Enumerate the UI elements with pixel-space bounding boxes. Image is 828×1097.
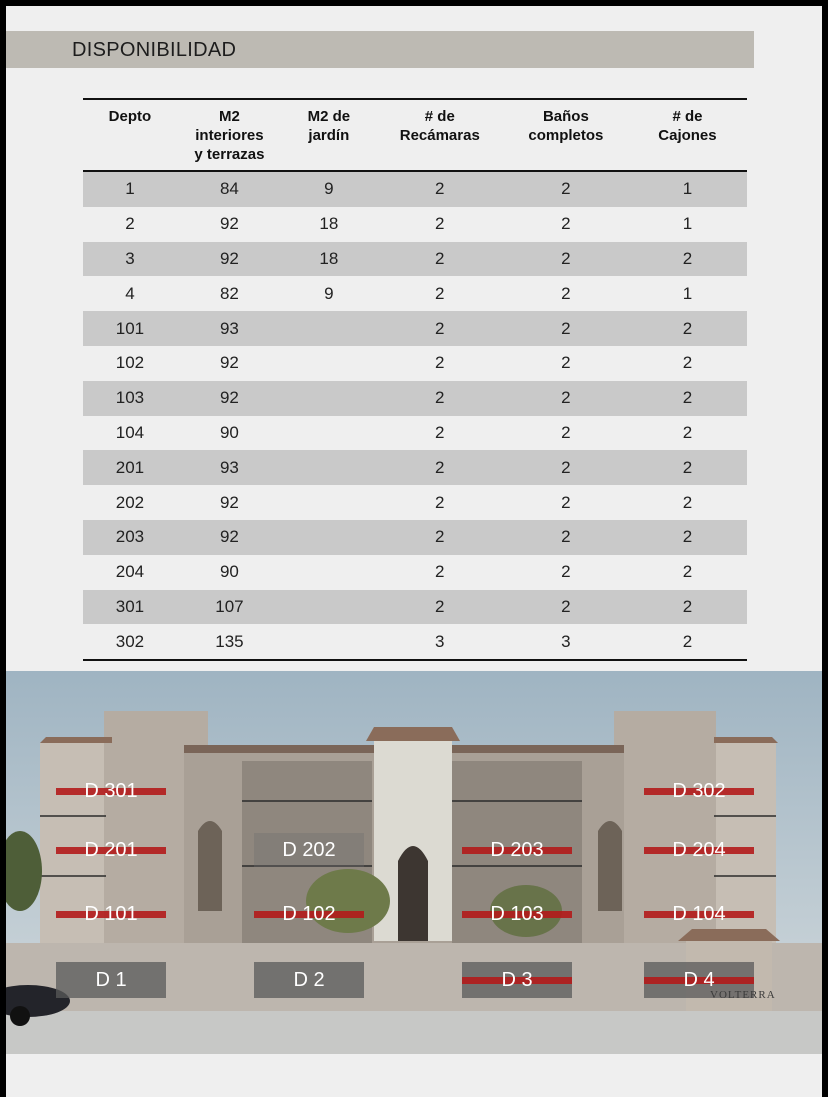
cell-m2-interiores: 107 (177, 590, 282, 625)
cell-m2-jardin: 18 (282, 242, 376, 277)
cell-banos: 2 (504, 171, 628, 207)
unit-label-d2 (254, 962, 364, 998)
unit-label-d102 (254, 897, 364, 931)
unit-label-text: D 301 (84, 779, 138, 802)
cell-m2-jardin (282, 624, 376, 660)
cell-depto: 302 (83, 624, 177, 660)
cell-cajones: 2 (682, 562, 693, 582)
unit-label-d1 (56, 962, 166, 998)
header-line: Baños (542, 108, 589, 125)
cell-m2-interiores: 93 (177, 311, 282, 346)
cell-banos: 3 (504, 624, 628, 660)
cell-m2-interiores: 92 (177, 242, 282, 277)
unit-label-d302 (644, 774, 754, 808)
cell-m2-jardin: 18 (319, 214, 339, 234)
table-row (83, 590, 747, 625)
unit-label-text: D 204 (672, 838, 726, 861)
unit-label-d201 (56, 833, 166, 867)
brochure-page (6, 6, 822, 1097)
table-body (83, 171, 747, 660)
cell-depto: 103 (83, 381, 177, 416)
unit-label-text: D 1 (95, 968, 127, 991)
unit-label-text: D 4 (683, 968, 715, 991)
availability-table (83, 98, 747, 661)
cell-banos: 2 (504, 381, 628, 416)
cell-cajones: 1 (628, 171, 747, 207)
cell-recamaras: 2 (435, 562, 445, 582)
table-row (83, 485, 747, 520)
table-row (83, 242, 747, 277)
cell-recamaras: 2 (435, 353, 445, 373)
header-line: jardín (308, 127, 350, 144)
unit-label-d202 (254, 833, 364, 867)
cell-recamaras: 2 (435, 422, 445, 442)
cell-cajones: 2 (628, 520, 747, 555)
header-recamaras (376, 99, 504, 171)
cell-cajones: 2 (628, 624, 747, 660)
cell-recamaras: 2 (376, 311, 504, 346)
unit-label-text: D 2 (293, 968, 325, 991)
header-line: Cajones (658, 127, 717, 144)
cell-m2-interiores: 92 (219, 214, 239, 234)
unit-label-text: D 102 (282, 902, 336, 925)
cell-depto: 4 (125, 283, 135, 303)
header-banos (504, 99, 628, 171)
unit-label-text: D 203 (490, 838, 544, 861)
header-line: # de (424, 108, 455, 125)
cell-recamaras: 2 (376, 242, 504, 277)
cell-depto: 3 (83, 242, 177, 277)
cell-cajones: 2 (628, 242, 747, 277)
header-cajones (628, 99, 747, 171)
unit-label-d204 (644, 833, 754, 867)
cell-cajones: 2 (628, 450, 747, 485)
table-header-row (83, 99, 747, 171)
cell-recamaras: 2 (435, 283, 445, 303)
table-row (83, 276, 747, 311)
cell-recamaras: 2 (435, 214, 445, 234)
table-row (83, 381, 747, 416)
cell-recamaras: 2 (376, 590, 504, 625)
cell-banos: 2 (504, 520, 628, 555)
header-line: M2 (219, 108, 240, 125)
unit-label-text: D 201 (84, 838, 138, 861)
header-m2-jardin (282, 99, 376, 171)
cell-m2-interiores: 90 (219, 562, 239, 582)
header-line: # de (672, 108, 703, 125)
cell-cajones: 2 (628, 381, 747, 416)
cell-m2-jardin (282, 311, 376, 346)
unit-label-d101 (56, 897, 166, 931)
table-row (83, 416, 747, 451)
unit-label-text: D 103 (490, 902, 544, 925)
cell-banos: 2 (504, 311, 628, 346)
table-row (83, 207, 747, 242)
cell-banos: 2 (561, 562, 571, 582)
cell-cajones: 2 (682, 492, 693, 512)
table-row (83, 346, 747, 381)
cell-m2-jardin (282, 346, 376, 381)
cell-m2-jardin: 9 (324, 283, 334, 303)
cell-m2-interiores: 93 (177, 450, 282, 485)
table-row (83, 311, 747, 346)
cell-cajones: 1 (682, 283, 693, 303)
cell-banos: 2 (561, 422, 571, 442)
cell-recamaras: 2 (376, 520, 504, 555)
cell-cajones: 2 (682, 422, 693, 442)
cell-cajones: 1 (682, 214, 693, 234)
unit-label-text: D 202 (282, 838, 336, 861)
cell-banos: 2 (504, 590, 628, 625)
cell-recamaras: 2 (376, 381, 504, 416)
building-rendering (6, 671, 822, 1054)
header-line: Depto (108, 108, 152, 125)
table-row (83, 624, 747, 660)
cell-m2-interiores: 84 (177, 171, 282, 207)
title-banner (6, 31, 754, 68)
cell-m2-jardin (282, 381, 376, 416)
page-title: DISPONIBILIDAD (72, 39, 237, 61)
unit-label-text: D 3 (501, 968, 533, 991)
cell-m2-interiores: 90 (219, 422, 239, 442)
unit-label-d203 (462, 833, 572, 867)
cell-depto: 101 (83, 311, 177, 346)
unit-label-d3 (462, 962, 572, 998)
cell-depto: 1 (83, 171, 177, 207)
cell-m2-jardin (282, 590, 376, 625)
cell-banos: 2 (561, 353, 571, 373)
table-row (83, 450, 747, 485)
header-line: Recámaras (399, 127, 480, 144)
unit-label-d104 (644, 897, 754, 931)
cell-m2-jardin (282, 485, 376, 520)
cell-depto: 203 (83, 520, 177, 555)
cell-depto: 2 (125, 214, 135, 234)
unit-label-text: D 104 (672, 902, 726, 925)
cell-m2-jardin (282, 555, 376, 590)
table-row (83, 555, 747, 590)
unit-label-text: D 101 (84, 902, 138, 925)
cell-depto: 201 (83, 450, 177, 485)
cell-m2-interiores: 92 (177, 520, 282, 555)
cell-cajones: 2 (682, 353, 693, 373)
cell-m2-interiores: 92 (177, 381, 282, 416)
cell-recamaras: 2 (376, 171, 504, 207)
cell-banos: 2 (561, 492, 571, 512)
cell-depto: 202 (115, 492, 145, 512)
cell-m2-jardin: 9 (282, 171, 376, 207)
volterra-sign: VOLTERRA (710, 989, 776, 1001)
cell-depto: 301 (83, 590, 177, 625)
cell-depto: 104 (115, 422, 145, 442)
cell-m2-jardin (282, 520, 376, 555)
cell-recamaras: 2 (376, 450, 504, 485)
header-line: interiores (195, 127, 264, 144)
cell-m2-jardin (282, 416, 376, 451)
cell-banos: 2 (561, 214, 571, 234)
cell-m2-interiores: 92 (219, 353, 239, 373)
header-depto (83, 99, 177, 171)
header-line: completos (528, 127, 604, 144)
unit-label-d301 (56, 774, 166, 808)
cell-cajones: 2 (628, 311, 747, 346)
cell-m2-interiores: 82 (219, 283, 239, 303)
table-row (83, 171, 747, 207)
unit-label-d103 (462, 897, 572, 931)
cell-m2-interiores: 92 (219, 492, 239, 512)
unit-label-text: D 302 (672, 779, 726, 802)
cell-cajones: 2 (628, 590, 747, 625)
cell-banos: 2 (561, 283, 571, 303)
cell-recamaras: 2 (435, 492, 445, 512)
table-row (83, 520, 747, 555)
cell-depto: 204 (115, 562, 145, 582)
cell-m2-interiores: 135 (177, 624, 282, 660)
cell-m2-jardin (282, 450, 376, 485)
header-line: y terrazas (194, 146, 265, 163)
cell-banos: 2 (504, 242, 628, 277)
cell-banos: 2 (504, 450, 628, 485)
cell-depto: 102 (115, 353, 145, 373)
cell-recamaras: 3 (376, 624, 504, 660)
header-m2-interiores (177, 99, 282, 171)
header-line: M2 de (307, 108, 351, 125)
